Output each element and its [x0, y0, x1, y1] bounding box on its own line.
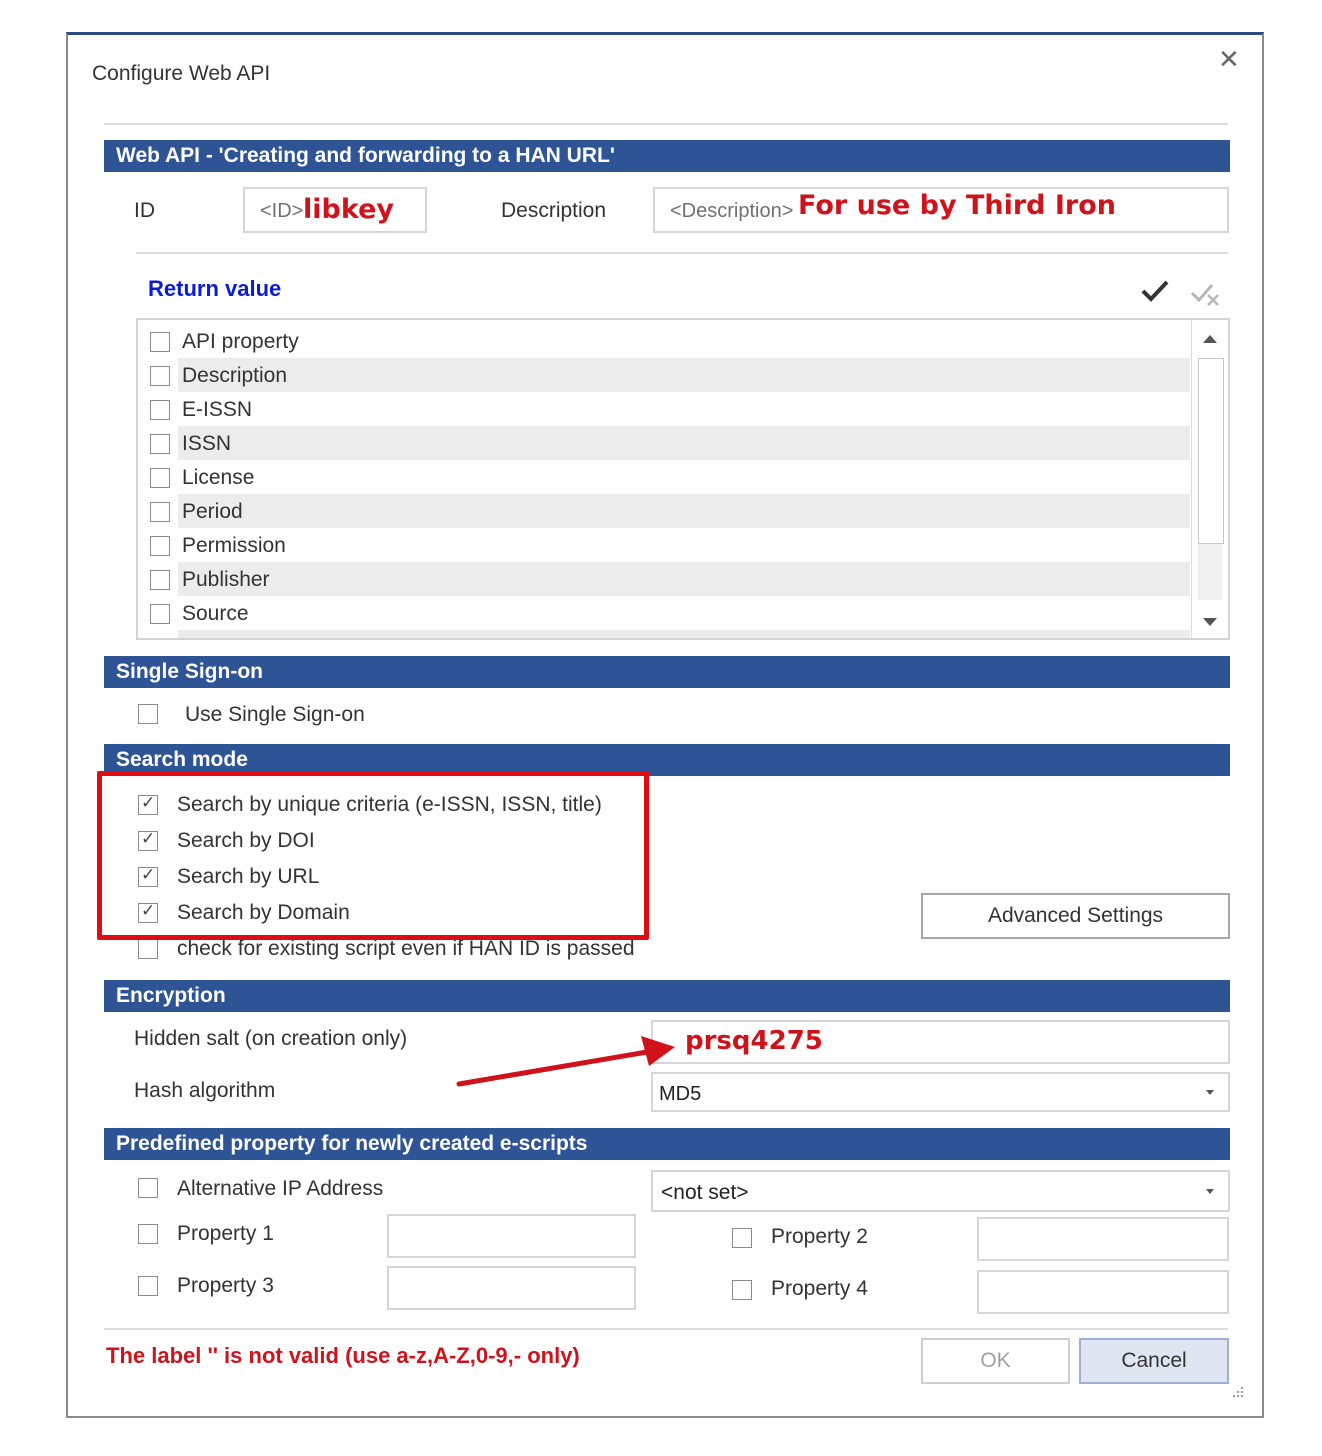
validation-error: The label '' is not valid (use a-z,A-Z,0-9,- only): [106, 1343, 580, 1368]
use-single-sign-on-label: Use Single Sign-on: [185, 703, 365, 726]
list-item-partial[interactable]: [138, 630, 1190, 640]
check-all-icon[interactable]: [1141, 279, 1169, 303]
list-item[interactable]: [138, 460, 1190, 494]
property1-field[interactable]: [387, 1214, 636, 1258]
list-item-checkbox[interactable]: [150, 638, 170, 640]
use-single-sign-on-checkbox[interactable]: [138, 704, 158, 724]
scrollbar-thumb[interactable]: [1198, 358, 1224, 544]
list-item[interactable]: [138, 324, 1190, 358]
id-annotation: libkey: [303, 194, 394, 225]
description-annotation: For use by Third Iron: [798, 190, 1117, 221]
web-api-divider: [136, 252, 1228, 254]
scroll-down-icon[interactable]: [1192, 604, 1228, 638]
scrollbar-track[interactable]: [1198, 544, 1222, 600]
chevron-down-icon[interactable]: [1206, 1090, 1214, 1095]
alternative-ip-label: Alternative IP Address: [177, 1177, 384, 1200]
property2-field[interactable]: [977, 1217, 1229, 1261]
property4-field[interactable]: [977, 1270, 1229, 1314]
list-item-checkbox[interactable]: [150, 332, 170, 352]
list-item[interactable]: [138, 528, 1190, 562]
list-item-checkbox[interactable]: [150, 434, 170, 454]
ok-button[interactable]: OK: [921, 1338, 1070, 1384]
id-placeholder: <ID>: [260, 200, 304, 222]
property4-label: Property 4: [771, 1277, 868, 1300]
hash-algorithm-value: MD5: [659, 1083, 702, 1105]
hidden-salt-label: Hidden salt (on creation only): [134, 1027, 408, 1050]
property2-label: Property 2: [771, 1225, 868, 1248]
list-item-checkbox[interactable]: [150, 536, 170, 556]
id-label: ID: [134, 199, 155, 222]
description-placeholder: <Description>: [670, 200, 794, 222]
highlight-box: [97, 771, 649, 940]
single-sign-on-section-header: Single Sign-on: [104, 656, 1230, 688]
list-item-label: E-ISSN: [182, 398, 253, 421]
list-item-label: Publisher: [182, 568, 270, 591]
uncheck-all-icon[interactable]: [1190, 281, 1224, 307]
alternative-ip-select[interactable]: [651, 1170, 1230, 1212]
list-item-checkbox[interactable]: [150, 366, 170, 386]
scroll-up-icon[interactable]: [1192, 322, 1228, 356]
property1-checkbox[interactable]: [138, 1224, 158, 1244]
return-value-heading: Return value: [148, 276, 282, 301]
property3-field[interactable]: [387, 1266, 636, 1310]
search-mode-section-header: Search mode: [104, 744, 1230, 776]
list-item-label: Permission: [182, 534, 286, 557]
list-item[interactable]: [138, 358, 1190, 392]
salt-annotation: prsq4275: [685, 1026, 823, 1056]
property4-checkbox[interactable]: [732, 1280, 752, 1300]
search-unique-criteria-label: Search by unique criteria (e-ISSN, ISSN, title): [177, 793, 602, 816]
list-item-checkbox[interactable]: [150, 570, 170, 590]
chevron-down-icon[interactable]: [1206, 1189, 1214, 1194]
return-value-list[interactable]: [136, 318, 1230, 640]
list-item-checkbox[interactable]: [150, 468, 170, 488]
property2-checkbox[interactable]: [732, 1228, 752, 1248]
list-item-checkbox[interactable]: [150, 400, 170, 420]
title-divider: [104, 123, 1228, 125]
footer-divider: [104, 1328, 1228, 1330]
resize-grip-icon[interactable]: [1228, 1384, 1246, 1402]
list-item-checkbox[interactable]: [150, 502, 170, 522]
advanced-settings-button[interactable]: Advanced Settings: [921, 893, 1230, 939]
list-item-label: API property: [182, 330, 299, 353]
search-url-label: Search by URL: [177, 865, 320, 888]
hash-algorithm-label: Hash algorithm: [134, 1079, 276, 1102]
check-existing-script-label: check for existing script even if HAN ID is passed: [177, 937, 635, 960]
list-item[interactable]: [138, 494, 1190, 528]
cancel-button[interactable]: Cancel: [1079, 1338, 1229, 1384]
alternative-ip-checkbox[interactable]: [138, 1178, 158, 1198]
check-existing-script-checkbox[interactable]: [138, 939, 158, 959]
list-item-checkbox[interactable]: [150, 604, 170, 624]
list-item-label: Source: [182, 602, 249, 625]
vertical-scrollbar[interactable]: [1191, 320, 1228, 638]
list-item[interactable]: [138, 562, 1190, 596]
list-item[interactable]: [138, 426, 1190, 460]
property3-label: Property 3: [177, 1274, 274, 1297]
search-doi-label: Search by DOI: [177, 829, 315, 852]
list-item-label: Period: [182, 500, 243, 523]
hash-algorithm-select[interactable]: [651, 1072, 1230, 1112]
encryption-section-header: Encryption: [104, 980, 1230, 1012]
dialog-title: Configure Web API: [92, 62, 271, 85]
property1-label: Property 1: [177, 1222, 274, 1245]
list-item-label: Description: [182, 364, 288, 387]
close-icon[interactable]: ✕: [1218, 44, 1240, 74]
list-item[interactable]: [138, 596, 1190, 630]
list-item-label: ISSN: [182, 432, 232, 455]
property3-checkbox[interactable]: [138, 1276, 158, 1296]
web-api-section-header: Web API - 'Creating and forwarding to a HAN URL': [104, 140, 1230, 172]
list-item-label: License: [182, 466, 255, 489]
list-item[interactable]: [138, 392, 1190, 426]
description-label: Description: [501, 199, 607, 222]
predefined-section-header: Predefined property for newly created e-scripts: [104, 1128, 1230, 1160]
alternative-ip-value: <not set>: [661, 1181, 749, 1204]
search-domain-label: Search by Domain: [177, 901, 350, 924]
